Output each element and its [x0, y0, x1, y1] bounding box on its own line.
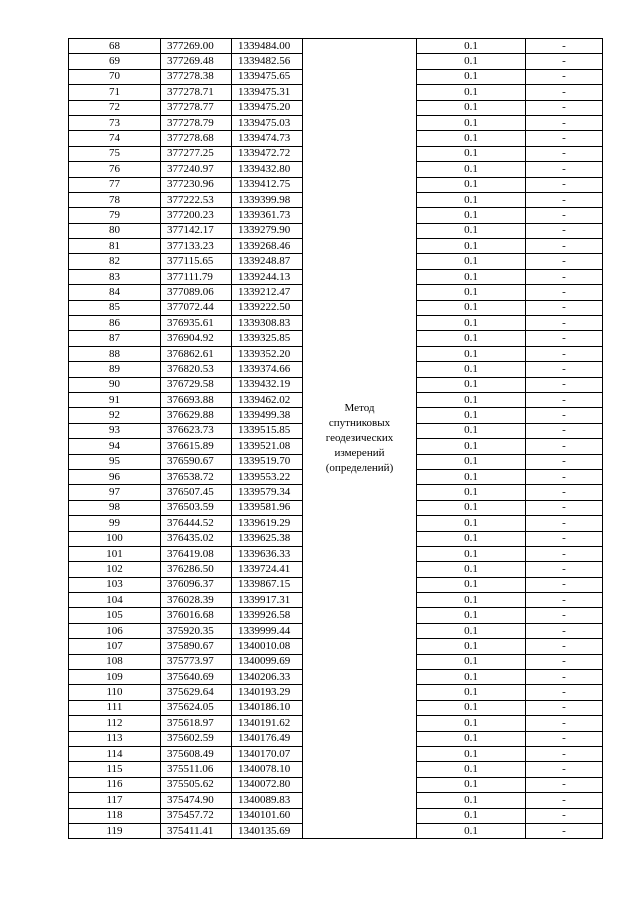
- y-coordinate-cell: 1339432.80: [232, 162, 303, 177]
- x-coordinate-cell: 376503.59: [161, 500, 232, 515]
- point-number-cell: 103: [69, 577, 161, 592]
- y-coordinate-cell: 1340078.10: [232, 762, 303, 777]
- x-coordinate-cell: 377142.17: [161, 223, 232, 238]
- point-number-cell: 78: [69, 192, 161, 207]
- accuracy-cell: 0.1: [417, 577, 526, 592]
- x-coordinate-cell: 377278.79: [161, 115, 232, 130]
- point-number-cell: 106: [69, 623, 161, 638]
- y-coordinate-cell: 1339399.98: [232, 192, 303, 207]
- x-coordinate-cell: 376590.67: [161, 454, 232, 469]
- extra-cell: -: [526, 162, 603, 177]
- y-coordinate-cell: 1339268.46: [232, 239, 303, 254]
- point-number-cell: 96: [69, 469, 161, 484]
- extra-cell: -: [526, 208, 603, 223]
- y-coordinate-cell: 1339472.72: [232, 146, 303, 161]
- point-number-cell: 101: [69, 546, 161, 561]
- extra-cell: -: [526, 485, 603, 500]
- y-coordinate-cell: 1340072.80: [232, 777, 303, 792]
- y-coordinate-cell: 1339519.70: [232, 454, 303, 469]
- point-number-cell: 102: [69, 562, 161, 577]
- x-coordinate-cell: 376862.61: [161, 346, 232, 361]
- y-coordinate-cell: 1339212.47: [232, 285, 303, 300]
- point-number-cell: 113: [69, 731, 161, 746]
- point-number-cell: 95: [69, 454, 161, 469]
- extra-cell: -: [526, 146, 603, 161]
- x-coordinate-cell: 377240.97: [161, 162, 232, 177]
- extra-cell: -: [526, 623, 603, 638]
- x-coordinate-cell: 375890.67: [161, 639, 232, 654]
- point-number-cell: 71: [69, 85, 161, 100]
- accuracy-cell: 0.1: [417, 54, 526, 69]
- accuracy-cell: 0.1: [417, 823, 526, 838]
- accuracy-cell: 0.1: [417, 239, 526, 254]
- y-coordinate-cell: 1339999.44: [232, 623, 303, 638]
- point-number-cell: 107: [69, 639, 161, 654]
- accuracy-cell: 0.1: [417, 146, 526, 161]
- extra-cell: -: [526, 593, 603, 608]
- accuracy-cell: 0.1: [417, 269, 526, 284]
- y-coordinate-cell: 1339625.38: [232, 531, 303, 546]
- point-number-cell: 79: [69, 208, 161, 223]
- extra-cell: -: [526, 115, 603, 130]
- point-number-cell: 74: [69, 131, 161, 146]
- point-number-cell: 119: [69, 823, 161, 838]
- y-coordinate-cell: 1339581.96: [232, 500, 303, 515]
- x-coordinate-cell: 375920.35: [161, 623, 232, 638]
- extra-cell: -: [526, 823, 603, 838]
- point-number-cell: 90: [69, 377, 161, 392]
- x-coordinate-cell: 375629.64: [161, 685, 232, 700]
- accuracy-cell: 0.1: [417, 331, 526, 346]
- x-coordinate-cell: 377278.77: [161, 100, 232, 115]
- extra-cell: -: [526, 331, 603, 346]
- y-coordinate-cell: 1340170.07: [232, 746, 303, 761]
- y-coordinate-cell: 1339475.20: [232, 100, 303, 115]
- extra-cell: -: [526, 423, 603, 438]
- x-coordinate-cell: 375411.41: [161, 823, 232, 838]
- accuracy-cell: 0.1: [417, 731, 526, 746]
- y-coordinate-cell: 1339926.58: [232, 608, 303, 623]
- y-coordinate-cell: 1339248.87: [232, 254, 303, 269]
- accuracy-cell: 0.1: [417, 793, 526, 808]
- method-cell: [303, 39, 417, 839]
- extra-cell: -: [526, 54, 603, 69]
- extra-cell: -: [526, 254, 603, 269]
- x-coordinate-cell: 377115.65: [161, 254, 232, 269]
- y-coordinate-cell: 1339499.38: [232, 408, 303, 423]
- y-coordinate-cell: 1339308.83: [232, 316, 303, 331]
- point-number-cell: 80: [69, 223, 161, 238]
- point-number-cell: 82: [69, 254, 161, 269]
- point-number-cell: 75: [69, 146, 161, 161]
- x-coordinate-cell: 376444.52: [161, 516, 232, 531]
- extra-cell: -: [526, 377, 603, 392]
- x-coordinate-cell: 375624.05: [161, 700, 232, 715]
- y-coordinate-cell: 1340176.49: [232, 731, 303, 746]
- accuracy-cell: 0.1: [417, 593, 526, 608]
- point-number-cell: 73: [69, 115, 161, 130]
- accuracy-cell: 0.1: [417, 162, 526, 177]
- x-coordinate-cell: 377269.48: [161, 54, 232, 69]
- extra-cell: -: [526, 285, 603, 300]
- point-number-cell: 99: [69, 516, 161, 531]
- y-coordinate-cell: 1339432.19: [232, 377, 303, 392]
- x-coordinate-cell: 375773.97: [161, 654, 232, 669]
- accuracy-cell: 0.1: [417, 439, 526, 454]
- y-coordinate-cell: 1339636.33: [232, 546, 303, 561]
- extra-cell: -: [526, 100, 603, 115]
- accuracy-cell: 0.1: [417, 362, 526, 377]
- x-coordinate-cell: 377230.96: [161, 177, 232, 192]
- y-coordinate-cell: 1339462.02: [232, 392, 303, 407]
- accuracy-cell: 0.1: [417, 777, 526, 792]
- accuracy-cell: 0.1: [417, 115, 526, 130]
- extra-cell: -: [526, 546, 603, 561]
- point-number-cell: 112: [69, 716, 161, 731]
- x-coordinate-cell: 377277.25: [161, 146, 232, 161]
- accuracy-cell: 0.1: [417, 516, 526, 531]
- accuracy-cell: 0.1: [417, 177, 526, 192]
- y-coordinate-cell: 1339475.03: [232, 115, 303, 130]
- point-number-cell: 91: [69, 392, 161, 407]
- x-coordinate-cell: 376507.45: [161, 485, 232, 500]
- extra-cell: -: [526, 69, 603, 84]
- y-coordinate-cell: 1340089.83: [232, 793, 303, 808]
- x-coordinate-cell: 377278.68: [161, 131, 232, 146]
- y-coordinate-cell: 1340193.29: [232, 685, 303, 700]
- y-coordinate-cell: 1339553.22: [232, 469, 303, 484]
- extra-cell: -: [526, 762, 603, 777]
- extra-cell: -: [526, 239, 603, 254]
- extra-cell: -: [526, 346, 603, 361]
- accuracy-cell: 0.1: [417, 454, 526, 469]
- y-coordinate-cell: 1339475.31: [232, 85, 303, 100]
- method-text-line: измерений: [334, 447, 385, 460]
- y-coordinate-cell: 1339352.20: [232, 346, 303, 361]
- point-number-cell: 100: [69, 531, 161, 546]
- point-number-cell: 72: [69, 100, 161, 115]
- accuracy-cell: 0.1: [417, 762, 526, 777]
- point-number-cell: 86: [69, 316, 161, 331]
- point-number-cell: 83: [69, 269, 161, 284]
- extra-cell: -: [526, 439, 603, 454]
- y-coordinate-cell: 1340186.10: [232, 700, 303, 715]
- y-coordinate-cell: 1339374.66: [232, 362, 303, 377]
- x-coordinate-cell: 376615.89: [161, 439, 232, 454]
- accuracy-cell: 0.1: [417, 254, 526, 269]
- point-number-cell: 69: [69, 54, 161, 69]
- accuracy-cell: 0.1: [417, 546, 526, 561]
- extra-cell: -: [526, 746, 603, 761]
- x-coordinate-cell: 377269.00: [161, 39, 232, 54]
- x-coordinate-cell: 377111.79: [161, 269, 232, 284]
- accuracy-cell: 0.1: [417, 808, 526, 823]
- accuracy-cell: 0.1: [417, 623, 526, 638]
- extra-cell: -: [526, 777, 603, 792]
- point-number-cell: 109: [69, 670, 161, 685]
- y-coordinate-cell: 1339917.31: [232, 593, 303, 608]
- y-coordinate-cell: 1340099.69: [232, 654, 303, 669]
- point-number-cell: 105: [69, 608, 161, 623]
- x-coordinate-cell: 377222.53: [161, 192, 232, 207]
- point-number-cell: 110: [69, 685, 161, 700]
- x-coordinate-cell: 377200.23: [161, 208, 232, 223]
- y-coordinate-cell: 1339521.08: [232, 439, 303, 454]
- point-number-cell: 76: [69, 162, 161, 177]
- x-coordinate-cell: 376935.61: [161, 316, 232, 331]
- extra-cell: -: [526, 793, 603, 808]
- point-number-cell: 88: [69, 346, 161, 361]
- point-number-cell: 94: [69, 439, 161, 454]
- extra-cell: -: [526, 639, 603, 654]
- accuracy-cell: 0.1: [417, 408, 526, 423]
- point-number-cell: 77: [69, 177, 161, 192]
- point-number-cell: 97: [69, 485, 161, 500]
- point-number-cell: 87: [69, 331, 161, 346]
- x-coordinate-cell: 376028.39: [161, 593, 232, 608]
- point-number-cell: 93: [69, 423, 161, 438]
- x-coordinate-cell: 375602.59: [161, 731, 232, 746]
- point-number-cell: 81: [69, 239, 161, 254]
- x-coordinate-cell: 375618.97: [161, 716, 232, 731]
- x-coordinate-cell: 376419.08: [161, 546, 232, 561]
- point-number-cell: 117: [69, 793, 161, 808]
- extra-cell: -: [526, 500, 603, 515]
- extra-cell: -: [526, 685, 603, 700]
- accuracy-cell: 0.1: [417, 69, 526, 84]
- y-coordinate-cell: 1339412.75: [232, 177, 303, 192]
- y-coordinate-cell: 1339325.85: [232, 331, 303, 346]
- x-coordinate-cell: 376016.68: [161, 608, 232, 623]
- x-coordinate-cell: 377133.23: [161, 239, 232, 254]
- accuracy-cell: 0.1: [417, 639, 526, 654]
- point-number-cell: 111: [69, 700, 161, 715]
- point-number-cell: 108: [69, 654, 161, 669]
- x-coordinate-cell: 377089.06: [161, 285, 232, 300]
- extra-cell: -: [526, 516, 603, 531]
- accuracy-cell: 0.1: [417, 746, 526, 761]
- accuracy-cell: 0.1: [417, 469, 526, 484]
- point-number-cell: 84: [69, 285, 161, 300]
- point-number-cell: 89: [69, 362, 161, 377]
- x-coordinate-cell: 375608.49: [161, 746, 232, 761]
- extra-cell: -: [526, 469, 603, 484]
- y-coordinate-cell: 1340206.33: [232, 670, 303, 685]
- accuracy-cell: 0.1: [417, 285, 526, 300]
- x-coordinate-cell: 377278.38: [161, 69, 232, 84]
- method-text-line: Метод: [344, 402, 375, 415]
- x-coordinate-cell: 376729.58: [161, 377, 232, 392]
- point-number-cell: 98: [69, 500, 161, 515]
- x-coordinate-cell: 376435.02: [161, 531, 232, 546]
- accuracy-cell: 0.1: [417, 423, 526, 438]
- y-coordinate-cell: 1340010.08: [232, 639, 303, 654]
- x-coordinate-cell: 376623.73: [161, 423, 232, 438]
- accuracy-cell: 0.1: [417, 716, 526, 731]
- accuracy-cell: 0.1: [417, 485, 526, 500]
- accuracy-cell: 0.1: [417, 685, 526, 700]
- extra-cell: -: [526, 700, 603, 715]
- accuracy-cell: 0.1: [417, 700, 526, 715]
- extra-cell: -: [526, 670, 603, 685]
- point-number-cell: 70: [69, 69, 161, 84]
- x-coordinate-cell: 376904.92: [161, 331, 232, 346]
- extra-cell: -: [526, 408, 603, 423]
- extra-cell: -: [526, 392, 603, 407]
- y-coordinate-cell: 1339279.90: [232, 223, 303, 238]
- extra-cell: -: [526, 654, 603, 669]
- table-row: [69, 39, 603, 54]
- x-coordinate-cell: 376693.88: [161, 392, 232, 407]
- y-coordinate-cell: 1339244.13: [232, 269, 303, 284]
- extra-cell: -: [526, 316, 603, 331]
- y-coordinate-cell: 1339475.65: [232, 69, 303, 84]
- extra-cell: -: [526, 531, 603, 546]
- method-text-line: (определений): [325, 462, 394, 475]
- x-coordinate-cell: 375511.06: [161, 762, 232, 777]
- x-coordinate-cell: 375640.69: [161, 670, 232, 685]
- y-coordinate-cell: 1340191.62: [232, 716, 303, 731]
- accuracy-cell: 0.1: [417, 39, 526, 54]
- accuracy-cell: 0.1: [417, 223, 526, 238]
- accuracy-cell: 0.1: [417, 562, 526, 577]
- extra-cell: -: [526, 131, 603, 146]
- x-coordinate-cell: 376538.72: [161, 469, 232, 484]
- y-coordinate-cell: 1339619.29: [232, 516, 303, 531]
- x-coordinate-cell: 376286.50: [161, 562, 232, 577]
- x-coordinate-cell: 376629.88: [161, 408, 232, 423]
- point-number-cell: 116: [69, 777, 161, 792]
- accuracy-cell: 0.1: [417, 316, 526, 331]
- extra-cell: -: [526, 192, 603, 207]
- point-number-cell: 85: [69, 300, 161, 315]
- extra-cell: -: [526, 85, 603, 100]
- extra-cell: -: [526, 362, 603, 377]
- method-text-line: геодезических: [325, 432, 394, 445]
- x-coordinate-cell: 376096.37: [161, 577, 232, 592]
- extra-cell: -: [526, 454, 603, 469]
- accuracy-cell: 0.1: [417, 670, 526, 685]
- accuracy-cell: 0.1: [417, 654, 526, 669]
- y-coordinate-cell: 1340101.60: [232, 808, 303, 823]
- accuracy-cell: 0.1: [417, 300, 526, 315]
- accuracy-cell: 0.1: [417, 531, 526, 546]
- extra-cell: -: [526, 562, 603, 577]
- coordinates-table: [68, 38, 603, 839]
- accuracy-cell: 0.1: [417, 131, 526, 146]
- coordinates-table-body: [69, 39, 603, 839]
- extra-cell: -: [526, 269, 603, 284]
- extra-cell: -: [526, 808, 603, 823]
- extra-cell: -: [526, 223, 603, 238]
- y-coordinate-cell: 1340135.69: [232, 823, 303, 838]
- x-coordinate-cell: 377278.71: [161, 85, 232, 100]
- extra-cell: -: [526, 577, 603, 592]
- y-coordinate-cell: 1339515.85: [232, 423, 303, 438]
- point-number-cell: 104: [69, 593, 161, 608]
- extra-cell: -: [526, 300, 603, 315]
- accuracy-cell: 0.1: [417, 346, 526, 361]
- point-number-cell: 118: [69, 808, 161, 823]
- y-coordinate-cell: 1339724.41: [232, 562, 303, 577]
- accuracy-cell: 0.1: [417, 392, 526, 407]
- accuracy-cell: 0.1: [417, 608, 526, 623]
- point-number-cell: 115: [69, 762, 161, 777]
- extra-cell: -: [526, 731, 603, 746]
- y-coordinate-cell: 1339484.00: [232, 39, 303, 54]
- x-coordinate-cell: 375474.90: [161, 793, 232, 808]
- accuracy-cell: 0.1: [417, 85, 526, 100]
- y-coordinate-cell: 1339867.15: [232, 577, 303, 592]
- point-number-cell: 114: [69, 746, 161, 761]
- extra-cell: -: [526, 608, 603, 623]
- x-coordinate-cell: 375505.62: [161, 777, 232, 792]
- extra-cell: -: [526, 39, 603, 54]
- y-coordinate-cell: 1339482.56: [232, 54, 303, 69]
- point-number-cell: 92: [69, 408, 161, 423]
- y-coordinate-cell: 1339222.50: [232, 300, 303, 315]
- x-coordinate-cell: 375457.72: [161, 808, 232, 823]
- y-coordinate-cell: 1339361.73: [232, 208, 303, 223]
- accuracy-cell: 0.1: [417, 500, 526, 515]
- y-coordinate-cell: 1339579.34: [232, 485, 303, 500]
- extra-cell: -: [526, 716, 603, 731]
- point-number-cell: 68: [69, 39, 161, 54]
- method-text-line: спутниковых: [328, 417, 391, 430]
- accuracy-cell: 0.1: [417, 208, 526, 223]
- x-coordinate-cell: 376820.53: [161, 362, 232, 377]
- accuracy-cell: 0.1: [417, 192, 526, 207]
- x-coordinate-cell: 377072.44: [161, 300, 232, 315]
- extra-cell: -: [526, 177, 603, 192]
- y-coordinate-cell: 1339474.73: [232, 131, 303, 146]
- accuracy-cell: 0.1: [417, 100, 526, 115]
- accuracy-cell: 0.1: [417, 377, 526, 392]
